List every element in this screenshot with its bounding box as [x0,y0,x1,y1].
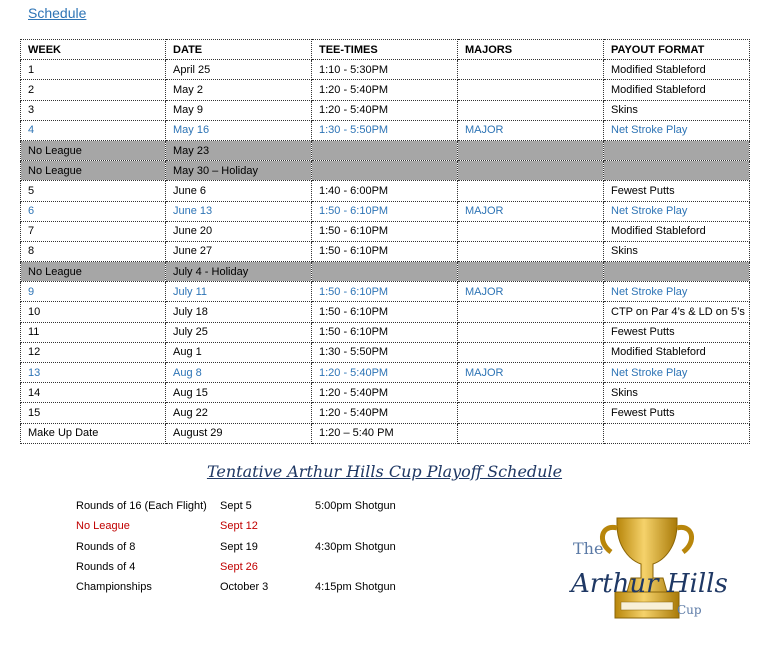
cell-tee-time: 1:20 - 5:40PM [312,403,458,423]
table-row [21,60,750,80]
playoff-time: 4:30pm Shotgun [315,540,396,553]
cell-payout-format: Skins [604,383,750,403]
cell-tee-time: 1:50 - 6:10PM [312,201,458,221]
cell-major [458,302,604,322]
cell-date: July 18 [166,302,312,322]
cell-tee-time: 1:50 - 6:10PM [312,282,458,302]
cell-payout-format: Fewest Putts [604,403,750,423]
cell-major [458,383,604,403]
cell-tee-time: 1:50 - 6:10PM [312,302,458,322]
cell-tee-time: 1:20 - 5:40PM [312,100,458,120]
schedule-body [21,60,750,444]
logo-the-text: The [573,539,604,558]
playoff-date: Sept 5 [220,500,252,512]
cell-major [458,100,604,120]
cell-date: June 27 [166,241,312,261]
cell-payout-format: Modified Stableford [604,60,750,80]
cell-payout-format: Net Stroke Play [604,363,750,383]
cell-tee-time: 1:40 - 6:00PM [312,181,458,201]
cell-week: 12 [21,342,166,362]
cell-tee-time: 1:20 - 5:40PM [312,363,458,383]
cell-payout-format: CTP on Par 4’s & LD on 5’s [604,302,750,322]
logo-signature-text: Arthur Hills [571,569,728,599]
cell-date: Aug 8 [166,363,312,383]
playoff-time: 5:00pm Shotgun [315,500,396,512]
table-row [21,302,750,322]
cell-major [458,80,604,100]
table-row [21,100,750,120]
major-row [21,282,750,302]
cell-date: June 13 [166,201,312,221]
cell-tee-time: 1:20 – 5:40 PM [312,423,458,443]
cell-week: 1 [21,60,166,80]
cell-major [458,181,604,201]
playoff-title: Tentative Arthur Hills Cup Playoff Schedule [206,462,563,481]
cell-date: May 9 [166,100,312,120]
cell-date: Aug 1 [166,342,312,362]
cell-major [458,262,604,282]
table-row [21,241,750,261]
cell-date: April 25 [166,60,312,80]
cell-payout-format: Modified Stableford [604,221,750,241]
header-date: DATE [166,40,312,60]
cell-major [458,241,604,261]
cell-week: 9 [21,282,166,302]
cell-payout-format [604,423,750,443]
cell-date: May 30 – Holiday [166,161,312,181]
playoff-date: Sept 26 [220,560,258,573]
cell-payout-format: Fewest Putts [604,322,750,342]
cell-week: 3 [21,100,166,120]
cell-week: No League [21,262,166,282]
playoff-event: Rounds of 16 (Each Flight) [76,500,207,512]
header-majors: MAJORS [458,40,604,60]
cell-major: MAJOR [458,201,604,221]
cell-tee-time: 1:20 - 5:40PM [312,80,458,100]
cell-week: 6 [21,201,166,221]
cell-date: July 4 - Holiday [166,262,312,282]
cell-week: No League [21,161,166,181]
header-tee-times: TEE-TIMES [312,40,458,60]
arthur-hills-cup-logo [565,510,735,625]
cell-tee-time: 1:50 - 6:10PM [312,241,458,261]
cell-major [458,322,604,342]
cell-week: 10 [21,302,166,322]
cell-major: MAJOR [458,363,604,383]
table-row [21,322,750,342]
playoff-event: Rounds of 8 [76,540,136,553]
cell-payout-format: Modified Stableford [604,80,750,100]
table-row [21,181,750,201]
cell-week: 5 [21,181,166,201]
no-league-row [21,161,750,181]
cell-tee-time [312,161,458,181]
cell-tee-time: 1:30 - 5:50PM [312,120,458,140]
cell-date: May 16 [166,120,312,140]
cell-payout-format: Skins [604,241,750,261]
cell-date: Aug 22 [166,403,312,423]
cell-major [458,342,604,362]
cell-major [458,140,604,160]
cell-date: May 2 [166,80,312,100]
cell-tee-time: 1:50 - 6:10PM [312,322,458,342]
major-row [21,120,750,140]
cell-week: 11 [21,322,166,342]
cell-major [458,221,604,241]
cell-week: 13 [21,363,166,383]
playoff-event: Championships [76,581,152,594]
cell-payout-format: Net Stroke Play [604,201,750,221]
cell-tee-time: 1:50 - 6:10PM [312,221,458,241]
cell-payout-format: Net Stroke Play [604,282,750,302]
playoff-event: Rounds of 4 [76,560,136,573]
cell-major: MAJOR [458,282,604,302]
cell-major [458,423,604,443]
table-header-row [21,40,750,60]
cell-week: No League [21,140,166,160]
cell-payout-format [604,161,750,181]
table-row [21,423,750,443]
cell-date: June 6 [166,181,312,201]
no-league-row [21,140,750,160]
table-row [21,403,750,423]
cell-date: August 29 [166,423,312,443]
cell-tee-time: 1:10 - 5:30PM [312,60,458,80]
cell-week: 14 [21,383,166,403]
cell-payout-format [604,140,750,160]
cell-major [458,403,604,423]
major-row [21,201,750,221]
table-row [21,221,750,241]
no-league-row [21,262,750,282]
schedule-table [20,39,750,444]
cell-date: Aug 15 [166,383,312,403]
table-row [21,342,750,362]
logo-cup-text: Cup [677,603,702,617]
cell-week: 4 [21,120,166,140]
playoff-event: No League [76,520,130,533]
cell-tee-time: 1:30 - 5:50PM [312,342,458,362]
table-row [21,383,750,403]
cell-major [458,60,604,80]
cell-week: 15 [21,403,166,423]
cell-major [458,161,604,181]
cell-tee-time [312,140,458,160]
cell-date: July 25 [166,322,312,342]
cell-date: June 20 [166,221,312,241]
cell-payout-format: Skins [604,100,750,120]
major-row [21,363,750,383]
schedule-heading: Schedule [28,5,87,21]
cell-payout-format [604,262,750,282]
cell-tee-time [312,262,458,282]
playoff-date: Sept 19 [220,540,258,553]
cell-week: 7 [21,221,166,241]
cell-payout-format: Net Stroke Play [604,120,750,140]
trophy-icon [565,510,735,625]
header-payout-format: PAYOUT FORMAT [604,40,750,60]
cell-date: May 23 [166,140,312,160]
cell-week: 2 [21,80,166,100]
playoff-date: Sept 12 [220,520,258,533]
cell-week: Make Up Date [21,423,166,443]
cell-date: July 11 [166,282,312,302]
cell-major: MAJOR [458,120,604,140]
playoff-date: October 3 [220,581,269,594]
playoff-time: 4:15pm Shotgun [315,581,396,594]
cell-payout-format: Modified Stableford [604,342,750,362]
cell-tee-time: 1:20 - 5:40PM [312,383,458,403]
cell-payout-format: Fewest Putts [604,181,750,201]
table-row [21,80,750,100]
header-week: WEEK [21,40,166,60]
cell-week: 8 [21,241,166,261]
